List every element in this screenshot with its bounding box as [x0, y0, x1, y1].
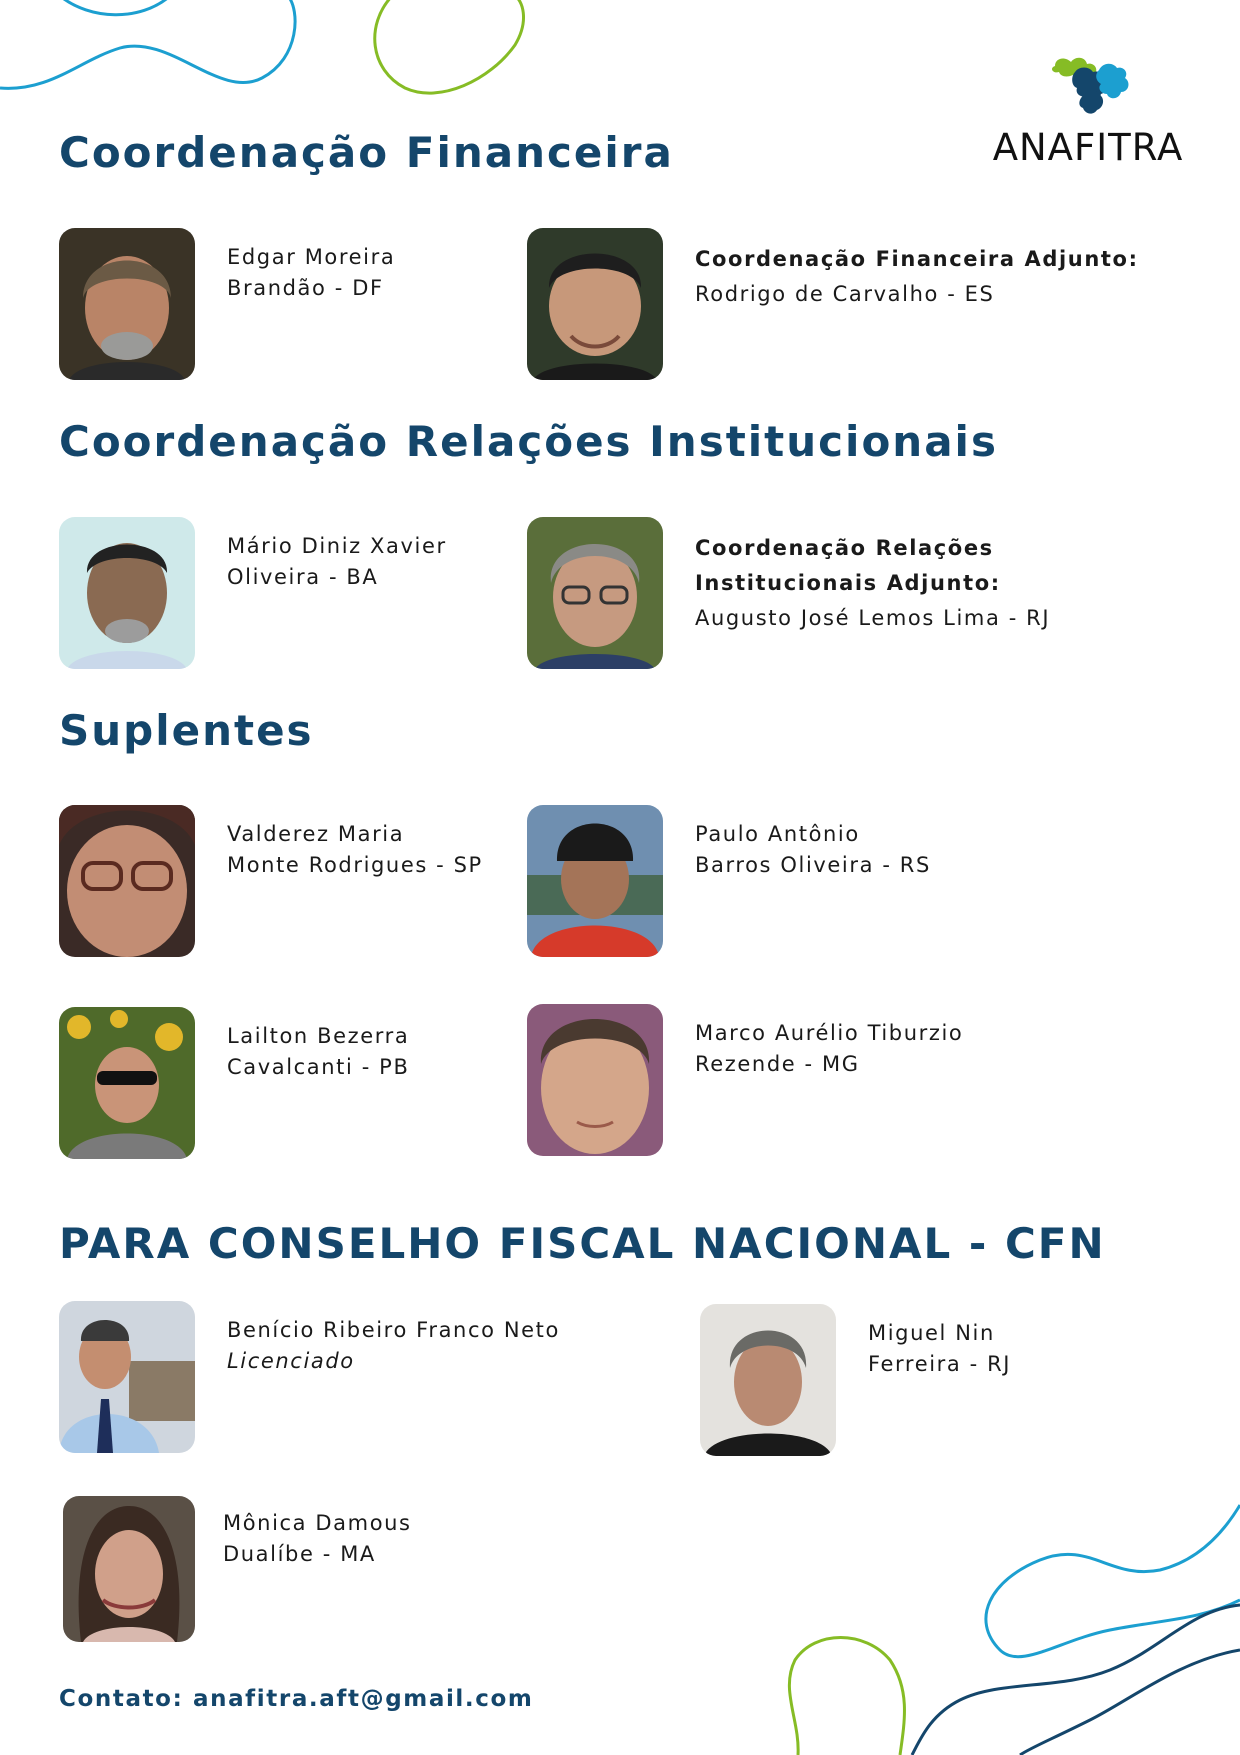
member-name-line1: Edgar Moreira — [227, 245, 396, 269]
portrait-photo — [59, 1301, 195, 1453]
section-title-suplentes: Suplentes — [59, 706, 314, 755]
member-name-line2: Brandão - DF — [227, 276, 384, 300]
member-role-line2: Institucionais Adjunto: — [695, 571, 1001, 595]
member-name-line1: Mônica Damous — [223, 1511, 412, 1535]
member-role-line1: Coordenação Relações — [695, 536, 994, 560]
portrait-photo — [527, 228, 663, 380]
portrait-photo — [527, 517, 663, 669]
member-card-valderez — [59, 805, 483, 957]
member-name-line2: Barros Oliveira - RS — [695, 853, 931, 877]
member-name-line1: Mário Diniz Xavier — [227, 534, 447, 558]
section-title-financeira: Coordenação Financeira — [59, 128, 674, 177]
member-name-line1: Marco Aurélio Tiburzio — [695, 1021, 964, 1045]
portrait-photo — [700, 1304, 836, 1456]
member-card-edgar — [59, 228, 395, 380]
section-title-cfn: PARA CONSELHO FISCAL NACIONAL - CFN — [59, 1219, 1106, 1268]
member-name-line2: Ferreira - RJ — [868, 1352, 1012, 1376]
portrait-photo — [59, 805, 195, 957]
portrait-photo — [59, 517, 195, 669]
contact-email[interactable]: Contato: anafitra.aft@gmail.com — [59, 1686, 534, 1712]
member-name-line1: Benício Ribeiro Franco Neto — [227, 1318, 560, 1342]
member-card-miguel — [700, 1304, 1011, 1456]
member-card-monica — [63, 1496, 412, 1642]
puzzle-logo-icon — [1045, 48, 1131, 120]
member-card-benicio — [59, 1301, 560, 1453]
portrait-photo — [527, 1004, 663, 1156]
member-role: Coordenação Financeira Adjunto: — [695, 247, 1139, 271]
member-name-line1: Valderez Maria — [227, 822, 405, 846]
member-name-line1: Paulo Antônio — [695, 822, 860, 846]
portrait-photo — [63, 1496, 195, 1642]
brand-name: ANAFITRA — [992, 126, 1184, 169]
member-name-line2: Dualíbe - MA — [223, 1542, 376, 1566]
member-card-marco — [527, 1004, 963, 1156]
member-card-augusto — [527, 517, 1050, 669]
portrait-photo — [527, 805, 663, 957]
member-name-line2: Oliveira - BA — [227, 565, 379, 589]
anafitra-logo — [988, 48, 1188, 178]
member-name-line2: Rezende - MG — [695, 1052, 860, 1076]
member-status-note: Licenciado — [227, 1349, 355, 1373]
member-name-line1: Miguel Nin — [868, 1321, 995, 1345]
member-card-rodrigo — [527, 228, 1139, 380]
member-name-line2: Cavalcanti - PB — [227, 1055, 410, 1079]
member-card-lailton — [59, 1007, 409, 1159]
member-card-paulo — [527, 805, 931, 957]
member-card-mario — [59, 517, 447, 669]
portrait-photo — [59, 1007, 195, 1159]
section-title-relacoes: Coordenação Relações Institucionais — [59, 417, 998, 466]
portrait-photo — [59, 228, 195, 380]
member-name: Augusto José Lemos Lima - RJ — [695, 606, 1051, 630]
member-name-line1: Lailton Bezerra — [227, 1024, 410, 1048]
member-name-line2: Monte Rodrigues - SP — [227, 853, 483, 877]
member-name: Rodrigo de Carvalho - ES — [695, 282, 995, 306]
